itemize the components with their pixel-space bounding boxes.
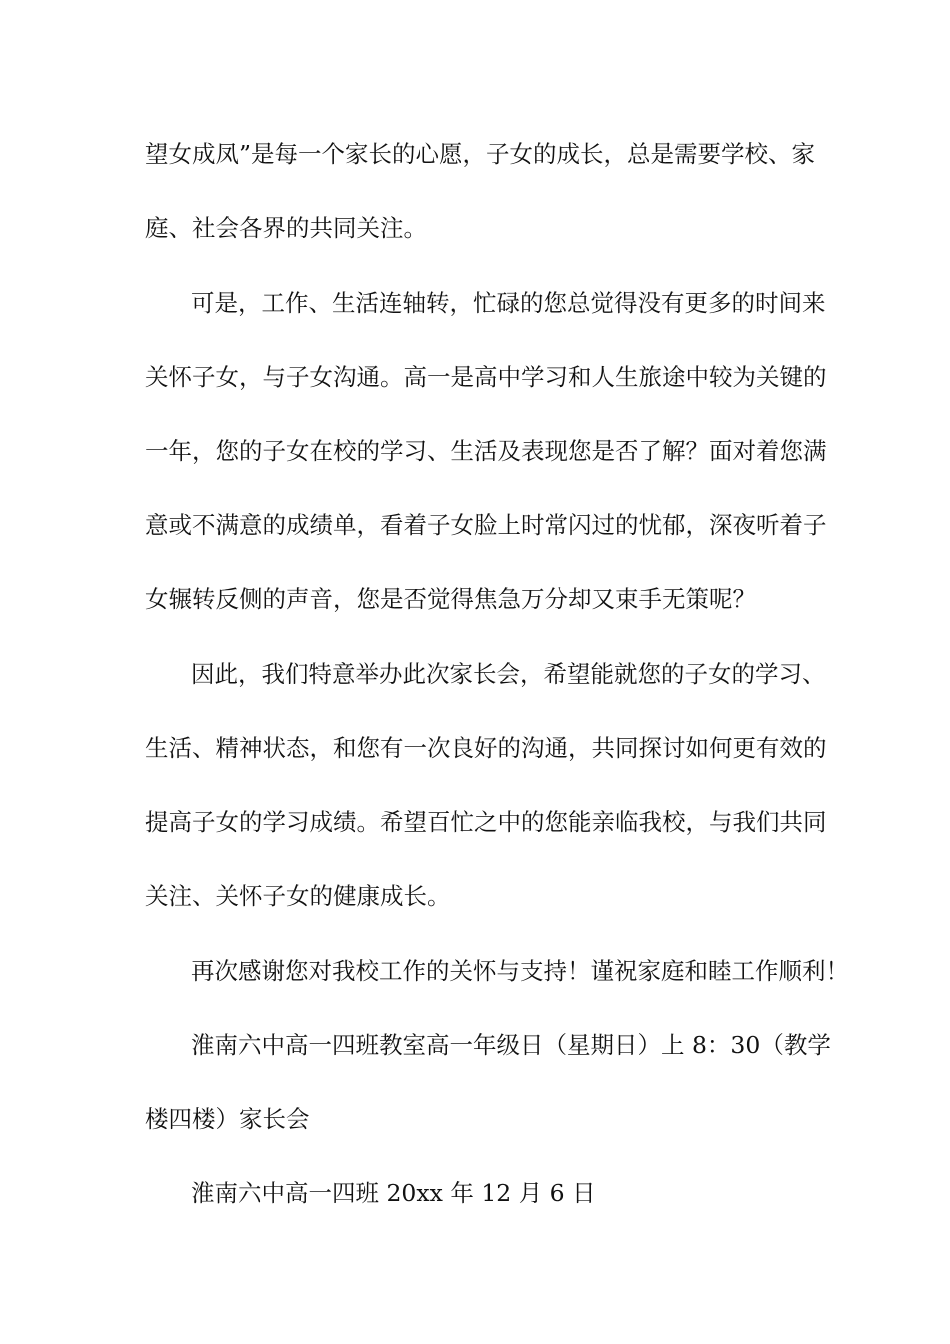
paragraph-line: 望女成凤”是每一个家长的心愿，子女的成长，总是需要学校、家 xyxy=(145,140,816,168)
paragraph-line: 庭、社会各界的共同关注。 xyxy=(145,214,427,242)
paragraph-line: 淮南六中高一四班教室高一年级日（星期日）上 8：30（教学 xyxy=(191,1031,831,1059)
paragraph-line: 再次感谢您对我校工作的关怀与支持！谨祝家庭和睦工作顺利！ xyxy=(191,957,849,985)
paragraph-line: 关注、关怀子女的健康成长。 xyxy=(145,882,451,910)
paragraph-line: 一年，您的子女在校的学习、生活及表现您是否了解？面对着您满 xyxy=(145,437,827,465)
paragraph-line: 楼四楼）家长会 xyxy=(145,1105,310,1133)
paragraph-line: 女辗转反侧的声音，您是否觉得焦急万分却又束手无策呢？ xyxy=(145,585,756,613)
paragraph-line: 可是，工作、生活连轴转，忙碌的您总觉得没有更多的时间来 xyxy=(191,289,826,317)
paragraph-line: 关怀子女，与子女沟通。高一是高中学习和人生旅途中较为关键的 xyxy=(145,363,827,391)
paragraph-line: 因此，我们特意举办此次家长会，希望能就您的子女的学习、 xyxy=(191,660,826,688)
paragraph-line: 提高子女的学习成绩。希望百忙之中的您能亲临我校，与我们共同 xyxy=(145,808,827,836)
paragraph-line: 生活、精神状态，和您有一次良好的沟通，共同探讨如何更有效的 xyxy=(145,734,827,762)
paragraph-line: 淮南六中高一四班 20xx 年 12 月 6 日 xyxy=(191,1179,596,1207)
paragraph-line: 意或不满意的成绩单，看着子女脸上时常闪过的忧郁，深夜听着子 xyxy=(145,511,827,539)
